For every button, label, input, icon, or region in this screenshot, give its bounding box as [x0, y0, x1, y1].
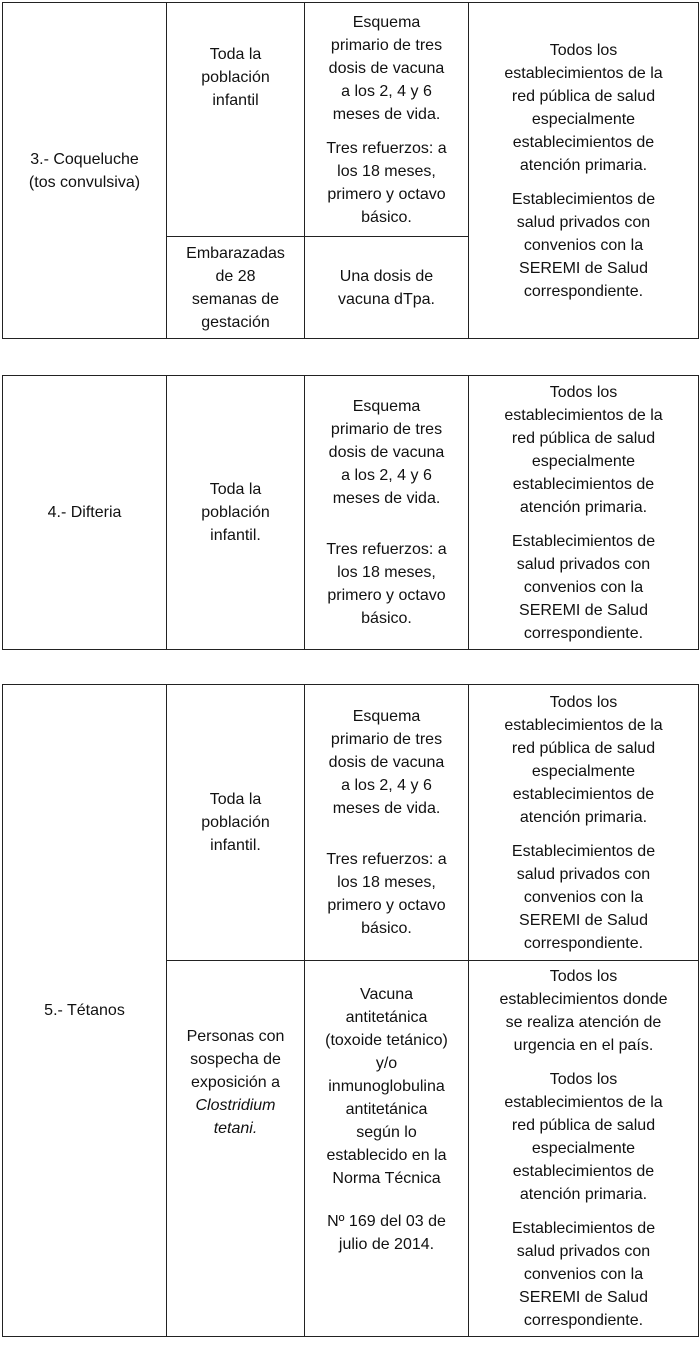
disease-cell: [3, 685, 167, 1337]
scheme-line: dosis de vacuna: [328, 444, 445, 461]
scheme-cell: [305, 961, 469, 1337]
population-line: Toda la: [209, 46, 262, 63]
population-line: población: [201, 504, 270, 521]
establishments-line: salud privados con: [516, 213, 651, 231]
establishments-line: especialmente: [531, 762, 636, 780]
establishments-line: salud privados con: [516, 865, 651, 883]
population-italic-line: Clostridium: [195, 1097, 276, 1114]
establishments-line: salud privados con: [516, 1243, 651, 1260]
scheme-line: a los 2, 4 y 6: [341, 777, 432, 794]
establishments-line: convenios con la: [523, 578, 644, 596]
disease-line: (tos convulsiva): [28, 173, 141, 191]
population-line: infantil.: [210, 837, 261, 854]
difteria-table: [2, 375, 699, 650]
establishments-line: convenios con la: [523, 1266, 644, 1283]
establishments-line: establecimientos de la: [504, 406, 663, 424]
establishments-line: SEREMI de Salud: [519, 259, 648, 277]
establishments-line: salud privados con: [516, 555, 651, 573]
establishments-block: [475, 965, 692, 1057]
establishments-line: se realiza atención de: [505, 1014, 662, 1031]
scheme-line: a los 2, 4 y 6: [341, 82, 432, 100]
establishments-line: convenios con la: [523, 236, 644, 254]
scheme-line: primario de tres: [330, 36, 443, 54]
establishments-line: establecimientos de: [512, 785, 655, 803]
scheme-line: (toxoide tetánico): [325, 1032, 448, 1049]
establishments-line: establecimientos de la: [504, 64, 663, 82]
scheme-block: [311, 11, 462, 126]
scheme-line: primero y octavo: [327, 185, 446, 203]
establishments-line: establecimientos de: [512, 1163, 655, 1180]
establishments-block: [475, 1217, 692, 1332]
scheme-line: Tres refuerzos: a: [326, 139, 447, 157]
establishments-line: especialmente: [531, 110, 636, 128]
scheme-line: antitetánica: [345, 1101, 428, 1118]
scheme-line: dosis de vacuna: [328, 59, 445, 77]
establishments-block: [475, 381, 692, 519]
scheme-cell: [305, 685, 469, 961]
scheme-line: los 18 meses,: [337, 874, 436, 891]
establishments-line: convenios con la: [523, 888, 644, 906]
coqueluche-table: [2, 2, 699, 339]
scheme-line: a los 2, 4 y 6: [341, 467, 432, 484]
population-cell: [167, 961, 305, 1337]
population-line: infantil.: [210, 527, 261, 544]
scheme-line: los 18 meses,: [337, 162, 436, 180]
disease-cell: [3, 376, 167, 650]
scheme-line: Esquema: [352, 398, 421, 415]
scheme-line: primario de tres: [330, 421, 443, 438]
scheme-line: básico.: [361, 610, 412, 627]
establishments-block: [475, 1068, 692, 1206]
establishments-cell: [469, 961, 699, 1337]
establishments-line: Establecimientos de: [511, 532, 656, 550]
population-line: gestación: [201, 313, 270, 331]
establishments-line: atención primaria.: [519, 808, 648, 826]
establishments-cell: [469, 376, 699, 650]
scheme-block: [311, 538, 462, 630]
establishments-line: Todos los: [549, 41, 618, 59]
scheme-line: Tres refuerzos: a: [326, 541, 447, 558]
establishments-line: urgencia en el país.: [513, 1037, 654, 1054]
population-cell: [167, 3, 305, 237]
establishments-line: red pública de salud: [511, 1117, 656, 1134]
population-italic-line: tetani.: [213, 1120, 258, 1137]
establishments-line: establecimientos de: [512, 475, 655, 493]
scheme-block: [311, 705, 462, 820]
population-line: semanas de: [191, 290, 280, 308]
scheme-line: básico.: [361, 920, 412, 937]
establishments-line: red pública de salud: [511, 429, 656, 447]
scheme-line: primero y octavo: [327, 897, 446, 914]
scheme-line: establecido en la: [326, 1147, 447, 1164]
establishments-line: SEREMI de Salud: [519, 911, 648, 929]
scheme-line: Una dosis de: [339, 267, 434, 285]
scheme-line: meses de vida.: [332, 490, 441, 507]
scheme-block: [311, 848, 462, 940]
scheme-line: Norma Técnica: [332, 1170, 441, 1187]
population-line: Personas con: [186, 1028, 285, 1045]
population-line: de 28: [215, 267, 256, 285]
establishments-line: Todos los: [549, 383, 618, 401]
population-line: población: [201, 814, 270, 831]
establishments-line: correspondiente.: [523, 624, 644, 642]
establishments-line: Establecimientos de: [511, 842, 656, 860]
scheme-line: según lo: [356, 1124, 417, 1141]
establishments-block: [475, 39, 692, 177]
establishments-block: [475, 691, 692, 829]
scheme-line: Esquema: [352, 708, 421, 725]
establishments-line: Establecimientos de: [511, 190, 656, 208]
population-line: población: [201, 69, 270, 86]
establishments-line: especialmente: [531, 1140, 636, 1157]
scheme-line: Vacuna: [359, 986, 414, 1003]
population-cell: [167, 237, 305, 339]
establishments-line: establecimientos donde: [499, 991, 668, 1008]
establishments-cell: [469, 3, 699, 339]
establishments-line: Establecimientos de: [511, 1220, 656, 1237]
establishments-line: atención primaria.: [519, 156, 648, 174]
scheme-cell: [305, 376, 469, 650]
establishments-line: SEREMI de Salud: [519, 1289, 648, 1306]
scheme-block: [311, 1210, 462, 1256]
establishments-line: Todos los: [549, 1071, 618, 1088]
scheme-line: Tres refuerzos: a: [326, 851, 447, 868]
population-line: infantil: [212, 92, 259, 109]
scheme-line: meses de vida.: [332, 105, 441, 123]
scheme-line: primero y octavo: [327, 587, 446, 604]
establishments-line: atención primaria.: [519, 498, 648, 516]
establishments-line: Todos los: [549, 968, 618, 985]
population-line: Embarazadas: [186, 244, 285, 262]
tetanos-table: [2, 684, 699, 1337]
scheme-line: y/o: [375, 1055, 398, 1072]
scheme-line: antitetánica: [345, 1009, 428, 1026]
establishments-line: red pública de salud: [511, 87, 656, 105]
establishments-line: establecimientos de la: [504, 716, 663, 734]
establishments-block: [475, 840, 692, 955]
scheme-line: meses de vida.: [332, 800, 441, 817]
establishments-line: red pública de salud: [511, 739, 656, 757]
establishments-block: [475, 530, 692, 645]
disease-line: 4.- Difteria: [47, 504, 122, 521]
establishments-line: correspondiente.: [523, 934, 644, 952]
scheme-block: [311, 395, 462, 510]
establishments-line: correspondiente.: [523, 1312, 644, 1329]
establishments-line: especialmente: [531, 452, 636, 470]
population-line: exposición a: [191, 1074, 280, 1091]
population-line: sospecha de: [190, 1051, 281, 1068]
scheme-line: vacuna dTpa.: [338, 290, 435, 308]
establishments-line: atención primaria.: [519, 1186, 648, 1203]
establishments-line: Todos los: [549, 693, 618, 711]
scheme-cell: [305, 237, 469, 339]
population-line: Toda la: [209, 481, 262, 498]
establishments-line: establecimientos de: [512, 133, 655, 151]
population-cell: [167, 685, 305, 961]
disease-line: 5.- Tétanos: [44, 1002, 125, 1019]
disease-cell: [3, 3, 167, 339]
scheme-line: los 18 meses,: [337, 564, 436, 581]
establishments-block: [475, 188, 692, 303]
scheme-line: básico.: [361, 208, 412, 226]
scheme-line: dosis de vacuna: [328, 754, 445, 771]
scheme-line: primario de tres: [330, 731, 443, 748]
establishments-line: correspondiente.: [523, 282, 644, 300]
scheme-line: inmunoglobulina: [328, 1078, 445, 1095]
scheme-block: [311, 983, 462, 1190]
scheme-block: [311, 137, 462, 229]
population-cell: [167, 376, 305, 650]
scheme-cell: [305, 3, 469, 237]
scheme-line: Esquema: [352, 13, 421, 31]
establishments-cell: [469, 685, 699, 961]
scheme-line: julio de 2014.: [338, 1236, 435, 1253]
establishments-line: SEREMI de Salud: [519, 601, 648, 619]
disease-line: 3.- Coqueluche: [30, 150, 139, 168]
population-line: Toda la: [209, 791, 262, 808]
establishments-line: establecimientos de la: [504, 1094, 663, 1111]
scheme-line: Nº 169 del 03 de: [327, 1213, 446, 1230]
